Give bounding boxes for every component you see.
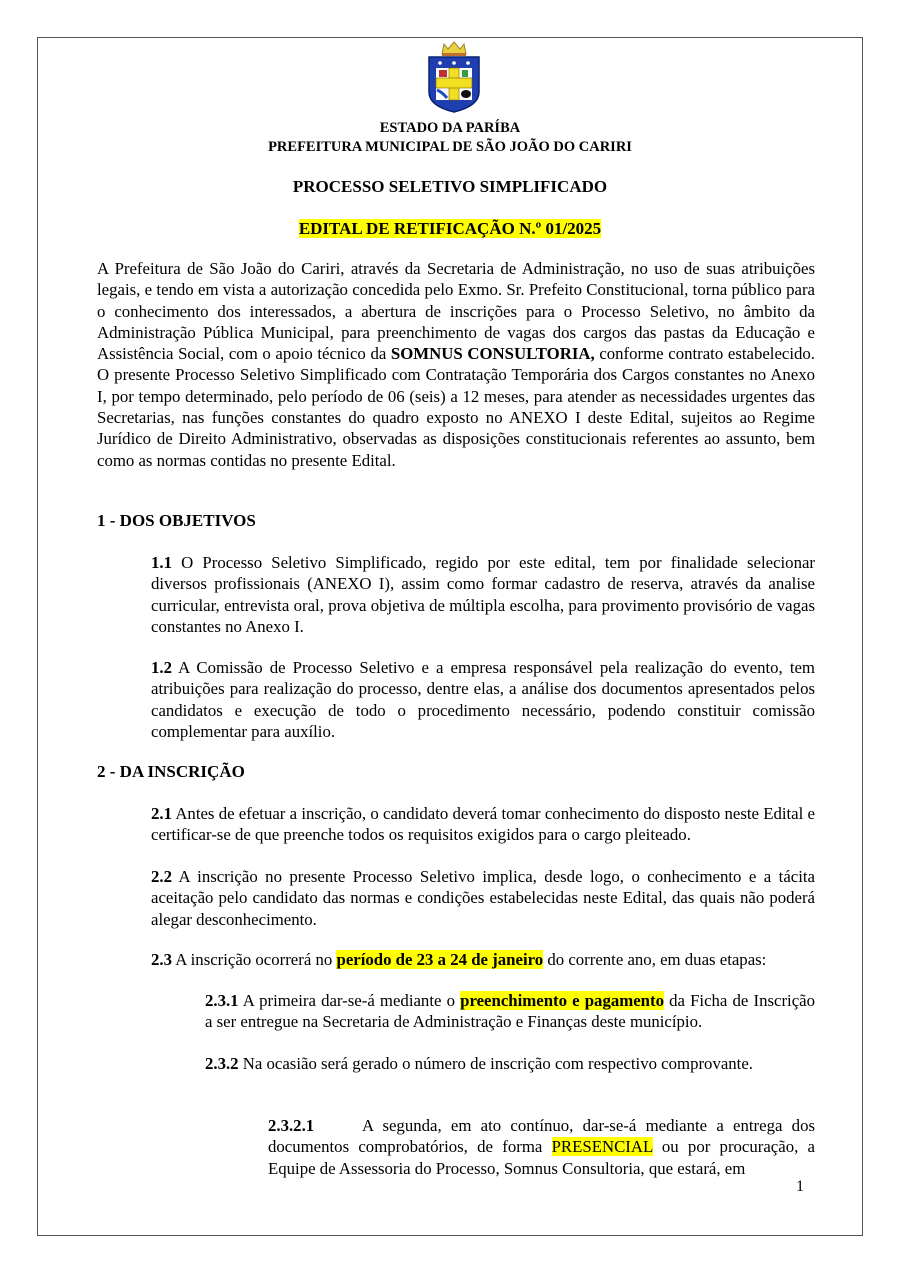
item-number: 2.1 — [151, 804, 172, 823]
intro-text: A Prefeitura de São João do Cariri, através da Secretaria de Administração, no uso de suas atribuições legais, e tendo em vista a autorização concedida pelo Exmo. Sr. Prefeito Constitucional, torna público para o conhecimento dos interessados, a abertura de inscrições para o Processo Seletivo, no âmbito da Administração Pública Municipal, para preenchimento de vagas dos cargos das pastas da Educação e Assistência Social, com o apoio técnico da — [97, 259, 815, 364]
item-text-cont: ou por procuração, a Equipe de Assessoria do Processo, Somnus Consultoria, que estará, em — [268, 1137, 815, 1178]
item-number: 2.3 — [151, 950, 172, 969]
item-number: 1.1 — [151, 553, 172, 572]
item-text: A primeira dar-se-á mediante o — [238, 991, 461, 1010]
highlighted-period: período de 23 a 24 de janeiro — [336, 950, 544, 969]
edital-title — [0, 219, 900, 239]
item-1-1 — [151, 552, 815, 637]
item-text: A segunda, em ato contínuo, dar-se-á mediante a entrega dos documentos comprobatórios, de forma — [268, 1116, 815, 1157]
item-2-3-2 — [205, 1053, 815, 1074]
section-2-heading: 2 - DA INSCRIÇÃO — [97, 762, 245, 781]
highlighted-text: PRESENCIAL — [551, 1137, 653, 1157]
item-2-2 — [151, 866, 815, 930]
item-number: 2.3.2.1 — [268, 1116, 315, 1135]
item-text: A inscrição no presente Processo Seletivo implica, desde logo, o conhecimento e a tácita aceitação pelo candidato das normas e condições estabelecidas neste Edital, das quais não poderá alegar desconhecimento. — [151, 867, 815, 929]
page-number: 1 — [796, 1178, 804, 1195]
item-2-3-2-1 — [268, 1115, 815, 1179]
item-number: 2.3.1 — [205, 991, 239, 1010]
document-title: PROCESSO SELETIVO SIMPLIFICADO — [292, 177, 608, 196]
highlighted-text: preenchimento e pagamento — [460, 991, 664, 1010]
municipality-name: PREFEITURA MUNICIPAL DE SÃO JOÃO DO CARIRI — [268, 139, 632, 155]
item-1-2 — [151, 657, 815, 742]
item-text-cont: da Ficha de Inscrição a ser entregue na Secretaria de Administração e Finanças deste município. — [205, 991, 815, 1032]
item-number: 1.2 — [151, 658, 172, 677]
company-name: SOMNUS CONSULTORIA, — [390, 344, 595, 364]
item-text: Antes de efetuar a inscrição, o candidato deverá tomar conhecimento do disposto neste Edital e certificar-se de que preenche todos os requisitos exigidos para o cargo pleiteado. — [151, 804, 815, 845]
item-2-3 — [151, 949, 815, 970]
edital-number: EDITAL DE RETIFICAÇÃO N.º 01/2025 — [298, 219, 602, 238]
intro-text-cont: conforme contrato estabelecido. O presente Processo Seletivo Simplificado com Contratação Temporária dos Cargos constantes no Anexo I, por tempo determinado, pelo período de 06 (seis) a 12 meses, para atender as necessidades urgentes das Secretarias, nas funções constantes do quadro exposto no ANEXO I deste Edital, sujeitos ao Regime Jurídico de Direito Administrativo, observadas as disposições constitucionais referentes ao assunto, bem como as normas contidas no presente Edital. — [97, 344, 816, 470]
intro-paragraph — [97, 258, 815, 471]
item-number: 2.2 — [151, 867, 172, 886]
item-text: Na ocasião será gerado o número de inscrição com respectivo comprovante. — [238, 1054, 753, 1073]
item-2-3-1 — [205, 990, 815, 1033]
item-text: A inscrição ocorrerá no — [171, 950, 337, 969]
state-name: ESTADO DA PARÍBA — [379, 120, 521, 136]
item-number: 2.3.2 — [205, 1054, 239, 1073]
item-2-1 — [151, 803, 815, 846]
coat-of-arms-logo — [426, 40, 482, 114]
item-text: A Comissão de Processo Seletivo e a empresa responsável pela realização do evento, tem atribuições para realização do processo, dentre elas, a análise dos documentos apresentados pelos candidatos e execução de todo o procedimento necessário, podendo constituir comissão complementar para auxílio. — [151, 658, 815, 741]
item-text: O Processo Seletivo Simplificado, regido por este edital, tem por finalidade selecionar diversos profissionais (ANEXO I), assim como formar cadastro de reserva, através da analise curricular, entrevista oral, prova objetiva de múltipla escolha, para provimento provisório de vagas constantes no Anexo I. — [151, 553, 815, 636]
section-1-heading: 1 - DOS OBJETIVOS — [97, 511, 256, 530]
item-text-cont: do corrente ano, em duas etapas: — [543, 950, 767, 969]
